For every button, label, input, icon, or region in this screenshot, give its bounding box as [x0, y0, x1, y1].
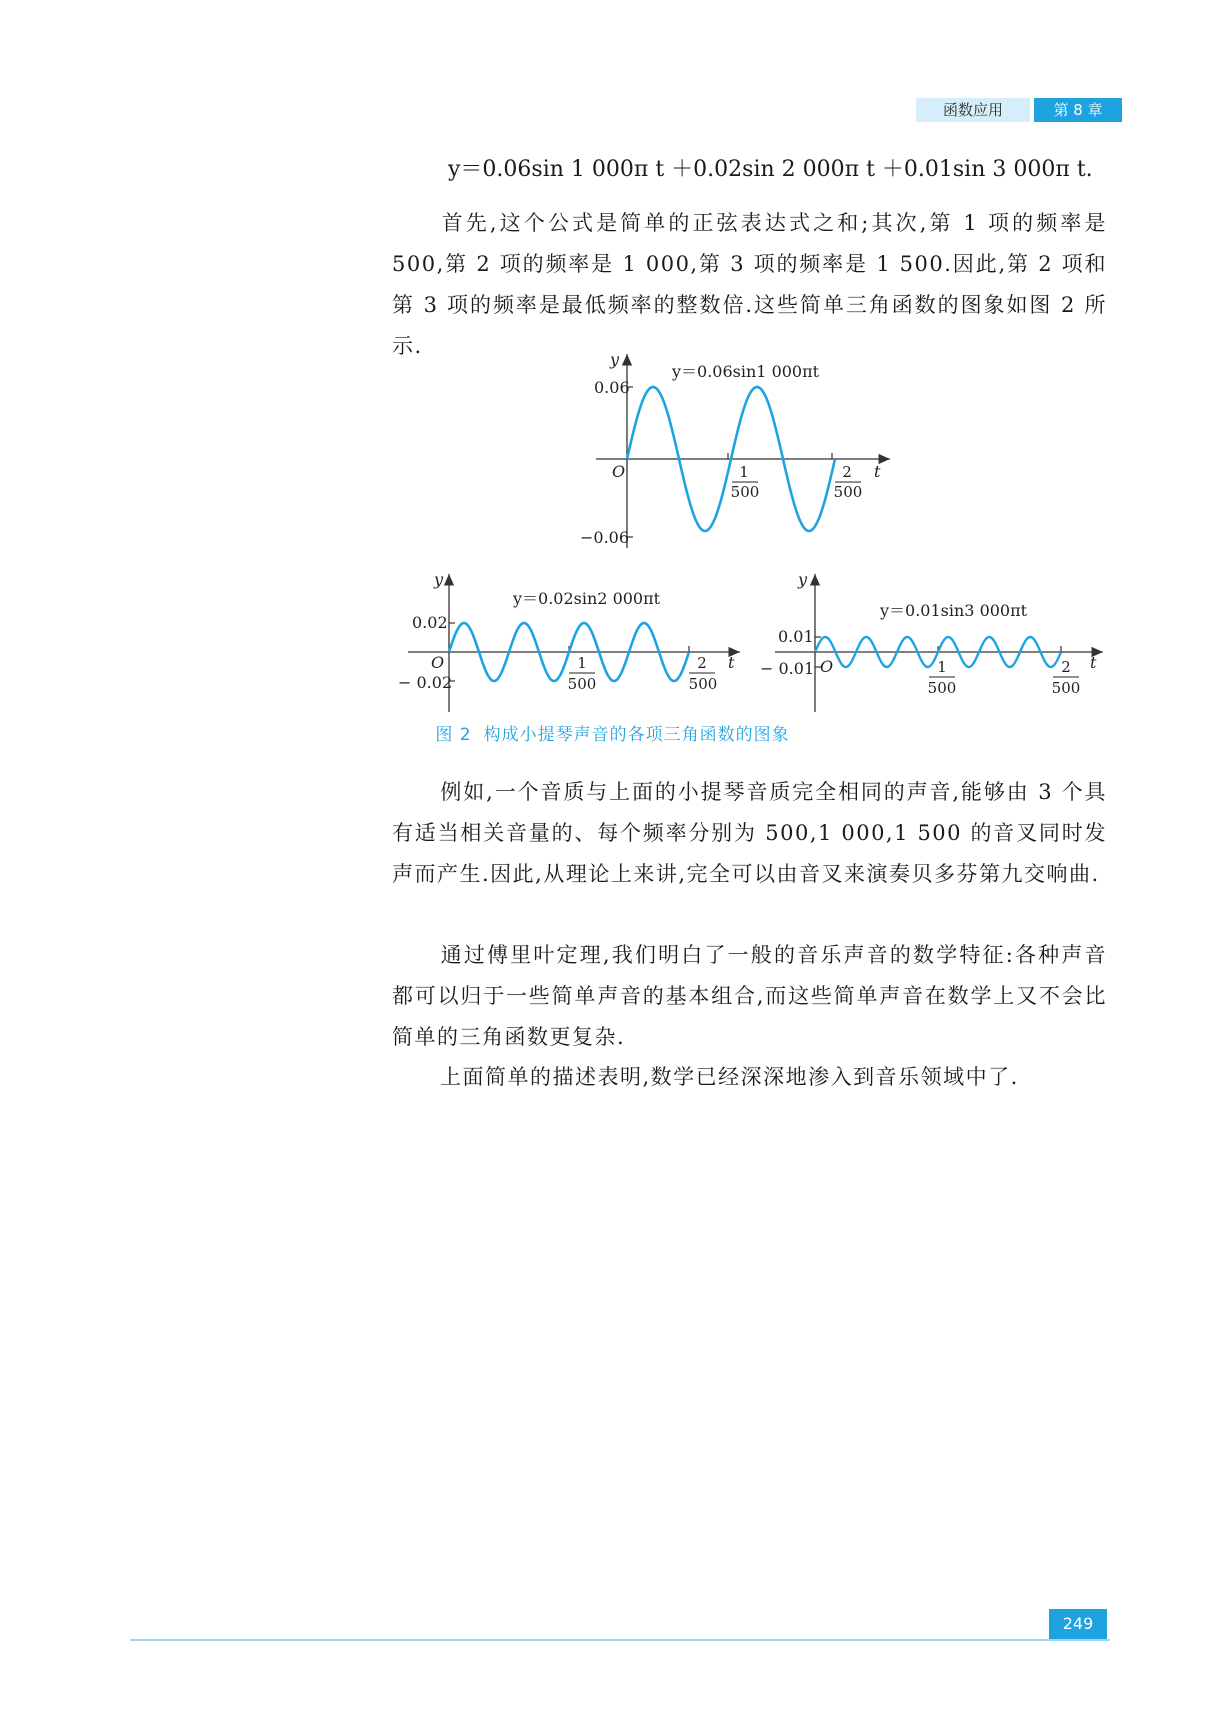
graph-2-title: y＝0.02sin2 000πt — [513, 589, 661, 608]
graph-2 — [398, 570, 740, 712]
paragraph-4 — [392, 1057, 1107, 1098]
footer-rule — [130, 1639, 1110, 1641]
graph-3-ytick-top: 0.01 — [778, 627, 814, 646]
paragraph-4-text: 上面简单的描述表明,数学已经深深地渗入到音乐领域中了. — [440, 1065, 1019, 1089]
paragraph-3 — [392, 935, 1107, 1058]
graph-2-xtick-1-num: 1 — [577, 654, 587, 672]
graph-3-x-label: t — [1090, 653, 1097, 672]
graph-1-xtick-2-den: 500 — [833, 483, 863, 501]
graph-2-xtick-2-den: 500 — [688, 675, 718, 693]
chapter-name: 函数应用 — [916, 98, 1030, 122]
graph-3-xtick-2-num: 2 — [1061, 658, 1071, 676]
graph-2-xtick-1-den: 500 — [567, 675, 597, 693]
graph-3-xtick-1-den: 500 — [927, 679, 957, 697]
graph-1-title: y＝0.06sin1 000πt — [672, 362, 820, 381]
paragraph-3-text: 通过傅里叶定理,我们明白了一般的音乐声音的数学特征:各种声音都可以归于一些简单声音的基本组合,而这些简单声音在数学上又不会比简单的三角函数更复杂. — [392, 943, 1107, 1049]
graph-1-y-label: y — [610, 350, 620, 369]
graph-3-origin: O — [820, 657, 834, 676]
graph-3-title: y＝0.01sin3 000πt — [880, 601, 1028, 620]
figure-caption — [0, 720, 1225, 745]
graph-3-xtick-2-den: 500 — [1051, 679, 1081, 697]
paragraph-2 — [392, 772, 1107, 895]
figure-caption-number: 图 2 — [435, 725, 472, 745]
graph-2-xtick-2-num: 2 — [697, 654, 707, 672]
graph-1-ytick-top: 0.06 — [594, 378, 630, 397]
graph-1 — [580, 350, 890, 548]
graph-1-ytick-bottom: −0.06 — [580, 528, 630, 547]
figure-sine-graphs — [0, 0, 1225, 720]
graph-2-y-label: y — [434, 570, 444, 589]
graph-3-y-label: y — [798, 570, 808, 589]
graph-3-ytick-bottom: − 0.01 — [760, 659, 815, 678]
graph-3-xtick-1-num: 1 — [937, 658, 947, 676]
paragraph-2-text: 例如,一个音质与上面的小提琴音质完全相同的声音,能够由 3 个具有适当相关音量的、每个频率分别为 500,1 000,1 500 的音叉同时发声而产生.因此,从理论上来讲,完全可以由音叉来演奏贝多芬第九交响曲. — [392, 780, 1107, 886]
chapter-number: 第 8 章 — [1034, 98, 1122, 122]
graph-2-ytick-bottom: − 0.02 — [398, 673, 453, 692]
fourier-formula: y＝0.06sin 1 000π t ＋0.02sin 2 000π t ＋0.01sin 3 000π t. — [448, 157, 1093, 182]
graph-2-x-label: t — [728, 653, 735, 672]
page-number: 249 — [1049, 1609, 1107, 1639]
graph-3 — [760, 570, 1103, 712]
graph-1-xtick-2-num: 2 — [842, 463, 852, 481]
graph-1-origin: O — [612, 462, 626, 481]
graph-2-ytick-top: 0.02 — [412, 613, 448, 632]
graph-2-origin: O — [431, 653, 445, 672]
graph-1-x-label: t — [874, 462, 881, 481]
paragraph-1-text: 首先,这个公式是简单的正弦表达式之和;其次,第 1 项的频率是 500,第 2 项的频率是 1 000,第 3 项的频率是 1 500.因此,第 2 项和第 3 项的频率是最低频率的整数倍.这些简单三角函数的图象如图 2 所示. — [392, 211, 1107, 358]
figure-caption-text: 构成小提琴声音的各项三角函数的图象 — [483, 725, 790, 745]
graph-1-xtick-1-num: 1 — [739, 463, 749, 481]
graph-1-xtick-1-den: 500 — [730, 483, 760, 501]
